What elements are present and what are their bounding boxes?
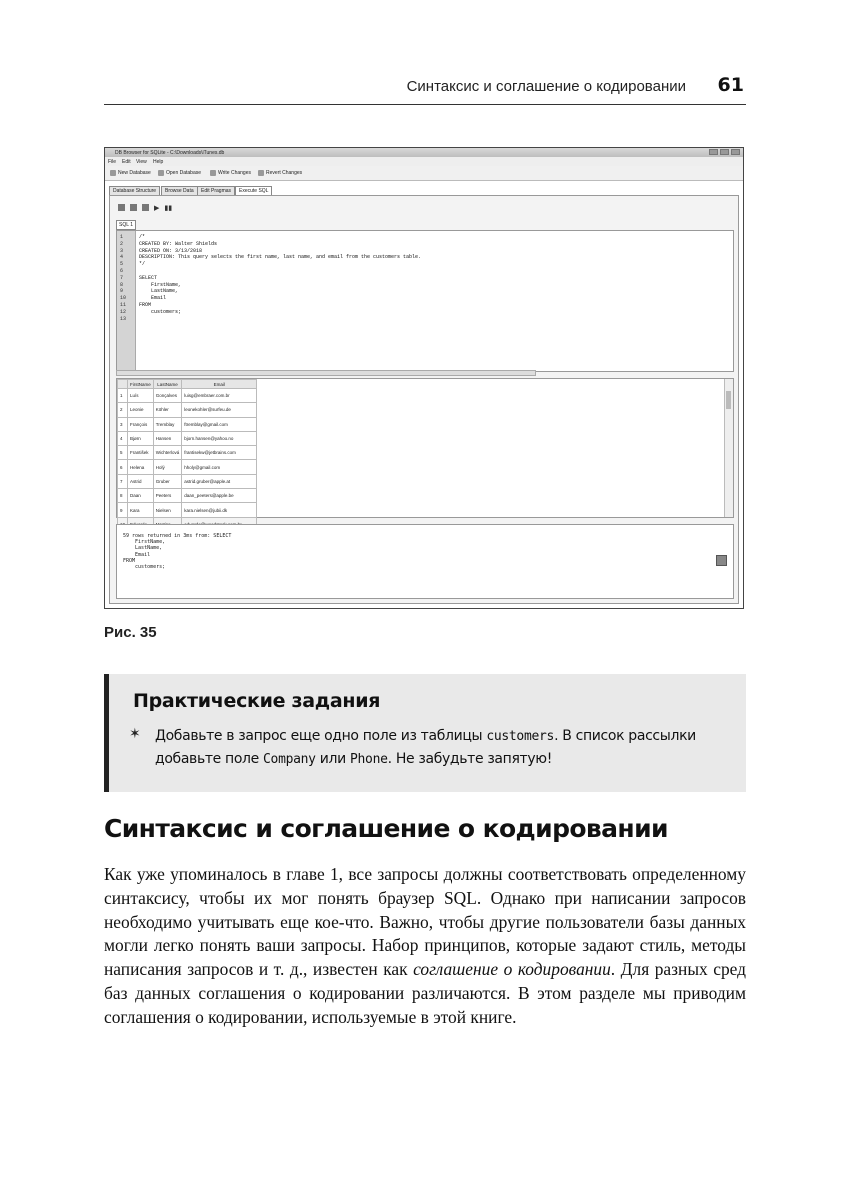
- line-number: 2: [120, 240, 124, 247]
- line-number: 7: [120, 274, 124, 281]
- firstname-cell: Luís: [128, 389, 154, 403]
- results-grid: [116, 378, 734, 518]
- row-number-cell: 7: [118, 474, 128, 488]
- code-line: LastName,: [139, 288, 179, 295]
- row-number-header: [118, 380, 128, 389]
- window-controls: [709, 149, 740, 155]
- menu-edit: Edit: [122, 159, 131, 165]
- running-title: Синтаксис и соглашение о кодировании: [406, 78, 686, 95]
- practice-text-part: . В список рассылки добавьте поле: [155, 728, 696, 767]
- firstname-cell: Daan: [128, 489, 154, 503]
- code-line: CREATED ON: 3/13/2018: [139, 247, 203, 254]
- table-row: [118, 431, 257, 445]
- bullet-icon: ✶: [129, 726, 141, 742]
- email-cell: ftremblay@gmail.com: [182, 417, 257, 431]
- scroll-thumb: [726, 391, 731, 409]
- tab-execute-sql: Execute SQL: [235, 186, 272, 196]
- firstname-cell: Astrid: [128, 474, 154, 488]
- lastname-cell: Gonçalves: [153, 389, 182, 403]
- code-line: /*: [139, 234, 146, 240]
- row-number-cell: 5: [118, 446, 128, 460]
- table-row: [118, 417, 257, 431]
- column-header-firstname: FirstName: [128, 380, 154, 389]
- results-table: [117, 379, 257, 532]
- code-company: Company: [263, 752, 316, 767]
- result-log: [116, 524, 734, 599]
- practice-box: [104, 674, 746, 792]
- firstname-cell: Helena: [128, 460, 154, 474]
- code-line: Email: [139, 295, 167, 302]
- new-database-button: New Database: [109, 169, 151, 177]
- close-icon: [731, 149, 740, 155]
- lastname-cell: Wichterlová: [153, 446, 182, 460]
- lastname-cell: Holý: [153, 460, 182, 474]
- lastname-cell: Nielsen: [153, 503, 182, 517]
- email-cell: bjorn.hansen@yahoo.no: [182, 431, 257, 445]
- row-number-cell: 9: [118, 503, 128, 517]
- lastname-cell: Peeters: [153, 489, 182, 503]
- code-line: [139, 268, 421, 275]
- firstname-cell: Kara: [128, 503, 154, 517]
- email-cell: daan_peeters@apple.be: [182, 489, 257, 503]
- sql-tab: SQL 1: [116, 220, 136, 230]
- code-phone: Phone: [350, 752, 388, 767]
- execute-sql-panel: [109, 195, 739, 604]
- editor-scrollbar: [116, 370, 536, 376]
- code-line: DESCRIPTION: This query selects the first name, last name, and email from the customers table.: [139, 254, 422, 261]
- line-number: 10: [120, 295, 127, 302]
- code-line: [139, 316, 421, 323]
- line-numbers: [120, 234, 126, 322]
- menu-file: File: [108, 159, 117, 165]
- row-number-cell: 4: [118, 431, 128, 445]
- email-cell: luisg@embraer.com.br: [182, 389, 257, 403]
- table-row: [118, 503, 257, 517]
- execute-icon: ▶: [154, 205, 160, 212]
- row-number-cell: 8: [118, 489, 128, 503]
- column-header-lastname: LastName: [153, 380, 182, 389]
- header-row: [118, 380, 257, 389]
- section-title: Синтаксис и соглашение о кодировании: [104, 814, 668, 843]
- practice-text-part: Добавьте в запрос еще одно поле из таблицы: [155, 728, 487, 744]
- email-cell: hholy@gmail.com: [182, 460, 257, 474]
- email-cell: astrid.gruber@apple.at: [182, 474, 257, 488]
- firstname-cell: František: [128, 446, 154, 460]
- table-row: [118, 446, 257, 460]
- window-title: DB Browser for SQLite - C:\Downloads\iTunes.db: [115, 149, 225, 156]
- firstname-cell: François: [128, 417, 154, 431]
- running-header: [104, 76, 746, 105]
- tab-browse-data: Browse Data: [161, 186, 198, 195]
- page-number: 61: [717, 74, 744, 96]
- line-number: 12: [120, 308, 127, 315]
- grid-scrollbar: [724, 379, 733, 517]
- table-row: [118, 489, 257, 503]
- lastname-cell: Köhler: [153, 403, 182, 417]
- menu-help: Help: [153, 159, 164, 165]
- search-icon: [142, 204, 149, 211]
- body-paragraph: [104, 863, 746, 1030]
- menu-view: View: [136, 159, 147, 165]
- screenshot-figure: [104, 147, 744, 609]
- column-header-email: Email: [182, 380, 257, 389]
- email-cell: leonekohler@surfeu.de: [182, 403, 257, 417]
- lastname-cell: Gruber: [153, 474, 182, 488]
- revert-changes-button: Revert Changes: [257, 169, 302, 177]
- open-database-button: Open Database: [157, 169, 201, 177]
- table-row: [118, 403, 257, 417]
- tab-database-structure: Database Structure: [109, 186, 160, 195]
- figure-caption: Рис. 35: [104, 624, 157, 641]
- toolbar: [105, 166, 743, 181]
- code-line: customers;: [139, 308, 182, 315]
- table-row: [118, 474, 257, 488]
- firstname-cell: Bjørn: [128, 431, 154, 445]
- line-number: 4: [120, 254, 124, 261]
- practice-text-part: . Не забудьте запятую!: [387, 751, 552, 767]
- result-log-text: 59 rows returned in 3ms from: SELECT FirstName, LastName, Email FROM customers;: [123, 533, 232, 571]
- execute-line-icon: ▮▮: [164, 205, 173, 212]
- editor-gutter: [117, 231, 136, 371]
- lastname-cell: Hansen: [153, 431, 182, 445]
- maximize-icon: [720, 149, 729, 155]
- code-line: CREATED BY: Walter Shields: [139, 240, 218, 247]
- line-number: 5: [120, 261, 124, 268]
- paragraph-text: Как уже упоминалось в главе 1, все запросы должны соответствовать определенному синтаксису, чтобы их мог понять браузер SQL. Однако при написании запросов необходимо учитывать еще кое-что. Важно, чтобы другие пользователи базы данных могли легко понять ваши запросы. Набор принципов, которые задают стиль, методы написания запросов и т. д., известен как: [104, 864, 746, 980]
- code-line: */: [139, 261, 146, 268]
- log-options-icon: [716, 555, 727, 566]
- line-number: 3: [120, 247, 124, 254]
- paragraph-text: . Для разных сред баз данных соглашения о кодировании различаются. В этом разделе мы приводим соглашения о кодировании, используемые в этой книге.: [104, 959, 746, 1027]
- row-number-cell: 6: [118, 460, 128, 474]
- sql-editor: [116, 230, 734, 372]
- code-line: SELECT: [139, 274, 158, 281]
- paragraph-emphasis: соглашение о кодировании: [413, 959, 611, 980]
- tab-edit-pragmas: Edit Pragmas: [197, 186, 235, 195]
- practice-text: [155, 725, 735, 771]
- email-cell: frantisekw@jetbrains.com: [182, 446, 257, 460]
- email-cell: kara.nielsen@jubii.dk: [182, 503, 257, 517]
- write-changes-button: Write Changes: [209, 169, 251, 177]
- practice-text-part: или: [315, 751, 350, 767]
- minimize-icon: [709, 149, 718, 155]
- code-customers: customers: [486, 729, 555, 744]
- line-number: 9: [120, 288, 124, 295]
- sql-code: [139, 234, 421, 322]
- row-number-cell: 3: [118, 417, 128, 431]
- code-line: FirstName,: [139, 281, 182, 288]
- open-tab-icon: [118, 204, 125, 211]
- practice-title: Практические задания: [133, 690, 381, 712]
- line-number: 6: [120, 267, 124, 274]
- line-number: 8: [120, 281, 124, 288]
- firstname-cell: Leonie: [128, 403, 154, 417]
- line-number: 13: [120, 315, 127, 322]
- line-number: 11: [120, 301, 127, 308]
- row-number-cell: 1: [118, 389, 128, 403]
- sql-toolbar: [118, 204, 172, 212]
- table-row: [118, 389, 257, 403]
- code-line: FROM: [139, 301, 152, 308]
- table-row: [118, 460, 257, 474]
- line-number: 1: [120, 234, 124, 240]
- save-sql-icon: [130, 204, 137, 211]
- lastname-cell: Tremblay: [153, 417, 182, 431]
- row-number-cell: 2: [118, 403, 128, 417]
